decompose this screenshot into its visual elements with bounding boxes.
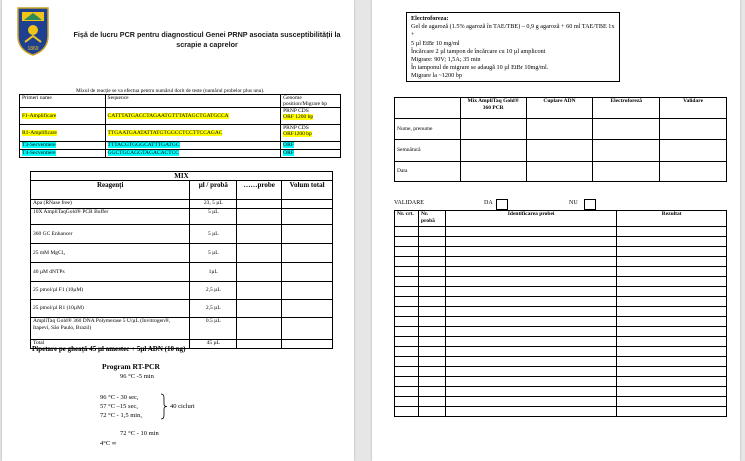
results-cell[interactable] <box>395 277 419 287</box>
results-row <box>395 227 727 237</box>
results-cell[interactable] <box>445 377 616 387</box>
results-cell[interactable] <box>418 317 445 327</box>
program-hold: 4°C ∞ <box>100 440 117 447</box>
results-cell[interactable] <box>617 347 727 357</box>
staff-row-label: Data <box>395 162 461 182</box>
results-cell[interactable] <box>445 367 616 377</box>
results-cell[interactable] <box>418 337 445 347</box>
results-cell[interactable] <box>445 387 616 397</box>
staff-cell[interactable] <box>593 140 660 162</box>
mix-per-sample: 5 µL <box>190 209 237 225</box>
results-cell[interactable] <box>617 407 727 417</box>
staff-cell[interactable] <box>660 140 727 162</box>
primer-position-2: ORF1200 bp <box>283 131 312 137</box>
results-row <box>395 277 727 287</box>
mix-row <box>31 244 333 263</box>
results-cell[interactable] <box>395 317 419 327</box>
results-row <box>395 317 727 327</box>
mix-row <box>31 200 333 209</box>
primer-name: T4-Secventiere <box>22 150 56 156</box>
electrophoresis-line: În tamponul de migrare se adaugă 10 µl EtBr 10mg/ml. <box>411 64 549 72</box>
results-cell[interactable] <box>395 267 419 277</box>
results-table <box>394 210 727 417</box>
staff-row <box>395 162 727 182</box>
staff-cell[interactable] <box>593 162 660 182</box>
results-cell[interactable] <box>395 297 419 307</box>
results-cell[interactable] <box>395 257 419 267</box>
staff-cell[interactable] <box>526 119 593 140</box>
page-title: Fișă de lucru PCR pentru diagnosticul Genei PRNP asociata susceptibilității la scrapie a caprelor <box>73 30 341 49</box>
mix-reagent: 40 µM dNTPs <box>31 263 190 282</box>
electrophoresis-line: Migrare la ~1200 bp <box>411 72 462 80</box>
staff-row-label: Semnătură <box>395 140 461 162</box>
mix-reagent: AmpliTaq Gold® 360 DNA Polymerase 5 U/µL (Invitrogen®, Itapevi, São Paulo, Brazil) <box>31 318 190 340</box>
primer-sequence: TTGAATGAATATTATGTGGCCTCCTTCCAGAC <box>107 130 223 136</box>
crest-year: 1869 <box>27 46 39 52</box>
primer-row <box>20 142 341 150</box>
results-cell[interactable] <box>445 257 616 267</box>
mix-reagent: Apa (RNase free) <box>31 200 190 209</box>
results-row <box>395 387 727 397</box>
results-cell[interactable] <box>617 397 727 407</box>
primer-position: PRNP CDS <box>283 108 309 114</box>
mix-row <box>31 225 333 244</box>
staff-row <box>395 119 727 140</box>
results-cell[interactable] <box>418 237 445 247</box>
mix-row <box>31 318 333 340</box>
results-row <box>395 407 727 417</box>
university-crest-icon <box>16 6 50 56</box>
mix-per-sample: 0.5 µL <box>190 318 237 340</box>
results-cell[interactable] <box>617 257 727 267</box>
mix-header-per-sample: µl / probă <box>190 181 237 200</box>
mix-reagent: 10X AmpliTaqGold® PCR Buffer <box>31 209 190 225</box>
primer-position: ORF <box>283 142 294 148</box>
validation-no-label: NU <box>569 200 578 206</box>
results-cell[interactable] <box>445 237 616 247</box>
results-cell[interactable] <box>395 367 419 377</box>
document-page-1 <box>2 0 354 461</box>
staff-row <box>395 140 727 162</box>
program-final: 72 °C - 10 min <box>120 430 159 437</box>
results-cell[interactable] <box>617 337 727 347</box>
results-cell[interactable] <box>445 407 616 417</box>
primer-row <box>20 150 341 158</box>
results-header-result: Rezultat <box>617 211 727 227</box>
mix-header-samples: ……probe <box>237 181 282 200</box>
mix-note: Mixul de reacție se va efectua pentru numărul dorit de teste (numărul probelor plus unu). <box>76 88 265 94</box>
staff-cell[interactable] <box>526 162 593 182</box>
results-cell[interactable] <box>445 287 616 297</box>
results-cell[interactable] <box>395 247 419 257</box>
staff-header-validation: Validare <box>660 98 727 119</box>
results-cell[interactable] <box>418 377 445 387</box>
staff-cell[interactable] <box>460 140 526 162</box>
primer-position: PRNP CDS <box>283 125 309 131</box>
document-page-2 <box>372 0 740 461</box>
results-cell[interactable] <box>395 227 419 237</box>
results-cell[interactable] <box>445 347 616 357</box>
results-cell[interactable] <box>395 287 419 297</box>
results-row <box>395 377 727 387</box>
results-cell[interactable] <box>617 367 727 377</box>
results-row <box>395 237 727 247</box>
electrophoresis-box <box>406 12 620 82</box>
program-cycles: 40 cicluri <box>170 403 195 410</box>
primer-sequence: TTTACGTGGGCATTTGATGC <box>107 142 180 148</box>
results-cell[interactable] <box>418 347 445 357</box>
results-cell[interactable] <box>418 227 445 237</box>
results-cell[interactable] <box>445 247 616 257</box>
primer-sequence: GGCTGCAGGTAGACACTCC <box>107 150 179 156</box>
results-cell[interactable] <box>445 277 616 287</box>
results-cell[interactable] <box>395 347 419 357</box>
mix-row <box>31 209 333 225</box>
results-row <box>395 327 727 337</box>
results-cell[interactable] <box>418 357 445 367</box>
mix-title: MIX <box>31 172 333 181</box>
results-row <box>395 307 727 317</box>
results-cell[interactable] <box>418 307 445 317</box>
staff-cell[interactable] <box>526 140 593 162</box>
staff-table <box>394 97 727 182</box>
results-cell[interactable] <box>395 397 419 407</box>
staff-cell[interactable] <box>660 162 727 182</box>
results-header-nr: Nr. crt. <box>395 211 419 227</box>
results-cell[interactable] <box>418 267 445 277</box>
results-cell[interactable] <box>617 357 727 367</box>
results-cell[interactable] <box>445 297 616 307</box>
program-initial: 96 °C -5 min <box>120 373 154 380</box>
results-cell[interactable] <box>617 327 727 337</box>
mix-per-sample: 5 µL <box>190 225 237 244</box>
results-cell[interactable] <box>445 307 616 317</box>
mix-reagent: 25 pmol/µl R1 (10µM) <box>31 300 190 318</box>
program-cycle-steps <box>100 393 142 420</box>
results-cell[interactable] <box>617 227 727 237</box>
results-header-sample: Nr. probă <box>418 211 445 227</box>
results-cell[interactable] <box>617 267 727 277</box>
validation-label: VALIDARE <box>394 200 424 206</box>
validation-yes-label: DA <box>484 200 493 206</box>
results-cell[interactable] <box>617 237 727 247</box>
electrophoresis-line: Încărcare 2 µl tampon de încărcare cu 10 µl ampliconi <box>411 47 546 55</box>
results-cell[interactable] <box>395 337 419 347</box>
mix-per-sample: 45 µL <box>190 340 237 349</box>
results-cell[interactable] <box>395 237 419 247</box>
results-cell[interactable] <box>418 367 445 377</box>
results-row <box>395 287 727 297</box>
primer-name: T3-Secventiere <box>22 142 56 148</box>
mix-row <box>31 282 333 300</box>
results-row <box>395 297 727 307</box>
mix-header-total: Volum total <box>282 181 333 200</box>
results-cell[interactable] <box>617 317 727 327</box>
primer-table <box>19 94 341 158</box>
results-cell[interactable] <box>395 307 419 317</box>
results-cell[interactable] <box>617 277 727 287</box>
mix-reagent: 360 GC Enhancer <box>31 225 190 244</box>
results-row <box>395 357 727 367</box>
results-cell[interactable] <box>418 407 445 417</box>
results-header-identification: Identificarea probei <box>445 211 616 227</box>
electrophoresis-line: Gel de agaroză (1.5% agaroză în TAE/TBE) – 0,9 g agaroză + 60 ml TAE/TBE 1x + <box>411 23 615 39</box>
program-title: Program RT-PCR <box>102 362 160 371</box>
cycle-step: 96 °C - 30 sec, <box>100 394 139 401</box>
results-cell[interactable] <box>617 387 727 397</box>
results-cell[interactable] <box>418 397 445 407</box>
results-cell[interactable] <box>445 227 616 237</box>
results-cell[interactable] <box>617 297 727 307</box>
validation-no-checkbox[interactable] <box>584 199 596 210</box>
staff-cell[interactable] <box>460 162 526 182</box>
results-row <box>395 367 727 377</box>
results-row <box>395 247 727 257</box>
results-row <box>395 267 727 277</box>
results-cell[interactable] <box>445 267 616 277</box>
results-cell[interactable] <box>617 287 727 297</box>
staff-header-mix: Mix AmpliTaq Gold® 360 PCR <box>460 98 526 119</box>
staff-header-dna: Cuplare ADN <box>526 98 593 119</box>
results-cell[interactable] <box>418 257 445 267</box>
results-row <box>395 257 727 267</box>
results-cell[interactable] <box>617 377 727 387</box>
primer-header-name: Primeri name <box>20 95 106 108</box>
cycle-step: 72 °C - 1,5 min, <box>100 412 142 419</box>
results-cell[interactable] <box>445 317 616 327</box>
staff-cell[interactable] <box>460 119 526 140</box>
results-cell[interactable] <box>445 357 616 367</box>
results-cell[interactable] <box>418 277 445 287</box>
primer-row <box>20 125 341 142</box>
mix-row <box>31 300 333 318</box>
mix-reagent: 25 mM MgCl₂ <box>31 244 190 263</box>
primer-header-position: Genome position/Migrare bp <box>281 95 341 108</box>
primer-position-2: ORF 1200 bp <box>283 114 314 120</box>
cycle-step: 57 °C –15 sec, <box>100 403 138 410</box>
electrophoresis-line: Migrare: 90V; 1,5A; 35 min <box>411 56 481 64</box>
mix-per-sample: 23, 5 µL <box>190 200 237 209</box>
primer-sequence: CATTTATGACCTAGAATGTTTATAGCTGATGCCA <box>107 113 229 119</box>
mix-per-sample: 2,5 µL <box>190 300 237 318</box>
results-row <box>395 397 727 407</box>
primer-row <box>20 108 341 125</box>
results-cell[interactable] <box>445 337 616 347</box>
primer-position: ORF <box>283 150 294 156</box>
results-cell[interactable] <box>418 297 445 307</box>
results-cell[interactable] <box>395 377 419 387</box>
electrophoresis-line: 5 µl EtBr 10 mg/ml <box>411 39 460 47</box>
results-cell[interactable] <box>418 327 445 337</box>
results-cell[interactable] <box>395 357 419 367</box>
staff-header-empty <box>395 98 461 119</box>
mix-reagent: 25 pmol/µl F1 (10µM) <box>31 282 190 300</box>
results-cell[interactable] <box>445 327 616 337</box>
results-cell[interactable] <box>418 287 445 297</box>
primer-name: R1-Amplificare <box>22 130 57 136</box>
results-cell[interactable] <box>418 247 445 257</box>
results-cell[interactable] <box>395 327 419 337</box>
electrophoresis-title: Electroforeza: <box>411 15 449 22</box>
mix-per-sample: 1µL <box>190 263 237 282</box>
mix-header-reagent: Reagenți <box>31 181 190 200</box>
mix-row <box>31 263 333 282</box>
mix-table <box>30 171 333 349</box>
results-cell[interactable] <box>418 387 445 397</box>
staff-row-label: Nume, prenume <box>395 119 461 140</box>
staff-header-electro: Electroforeză <box>593 98 660 119</box>
mix-per-sample: 2,5 µL <box>190 282 237 300</box>
primer-header-sequence: Sequence <box>105 95 281 108</box>
results-cell[interactable] <box>395 387 419 397</box>
pipetting-note: Pipetare pe gheață 45 µl amestec + 5µl ADN (10 ng) <box>32 345 186 353</box>
mix-per-sample: 5 µL <box>190 244 237 263</box>
brace-icon <box>160 393 168 420</box>
results-cell[interactable] <box>445 397 616 407</box>
primer-name: F1-Amplificare <box>22 113 57 119</box>
staff-cell[interactable] <box>593 119 660 140</box>
mix-reagent: Total <box>31 340 190 349</box>
results-cell[interactable] <box>395 407 419 417</box>
results-row <box>395 337 727 347</box>
validation-yes-checkbox[interactable] <box>496 199 508 210</box>
results-cell[interactable] <box>617 307 727 317</box>
results-row <box>395 347 727 357</box>
staff-cell[interactable] <box>660 119 727 140</box>
results-cell[interactable] <box>617 247 727 257</box>
